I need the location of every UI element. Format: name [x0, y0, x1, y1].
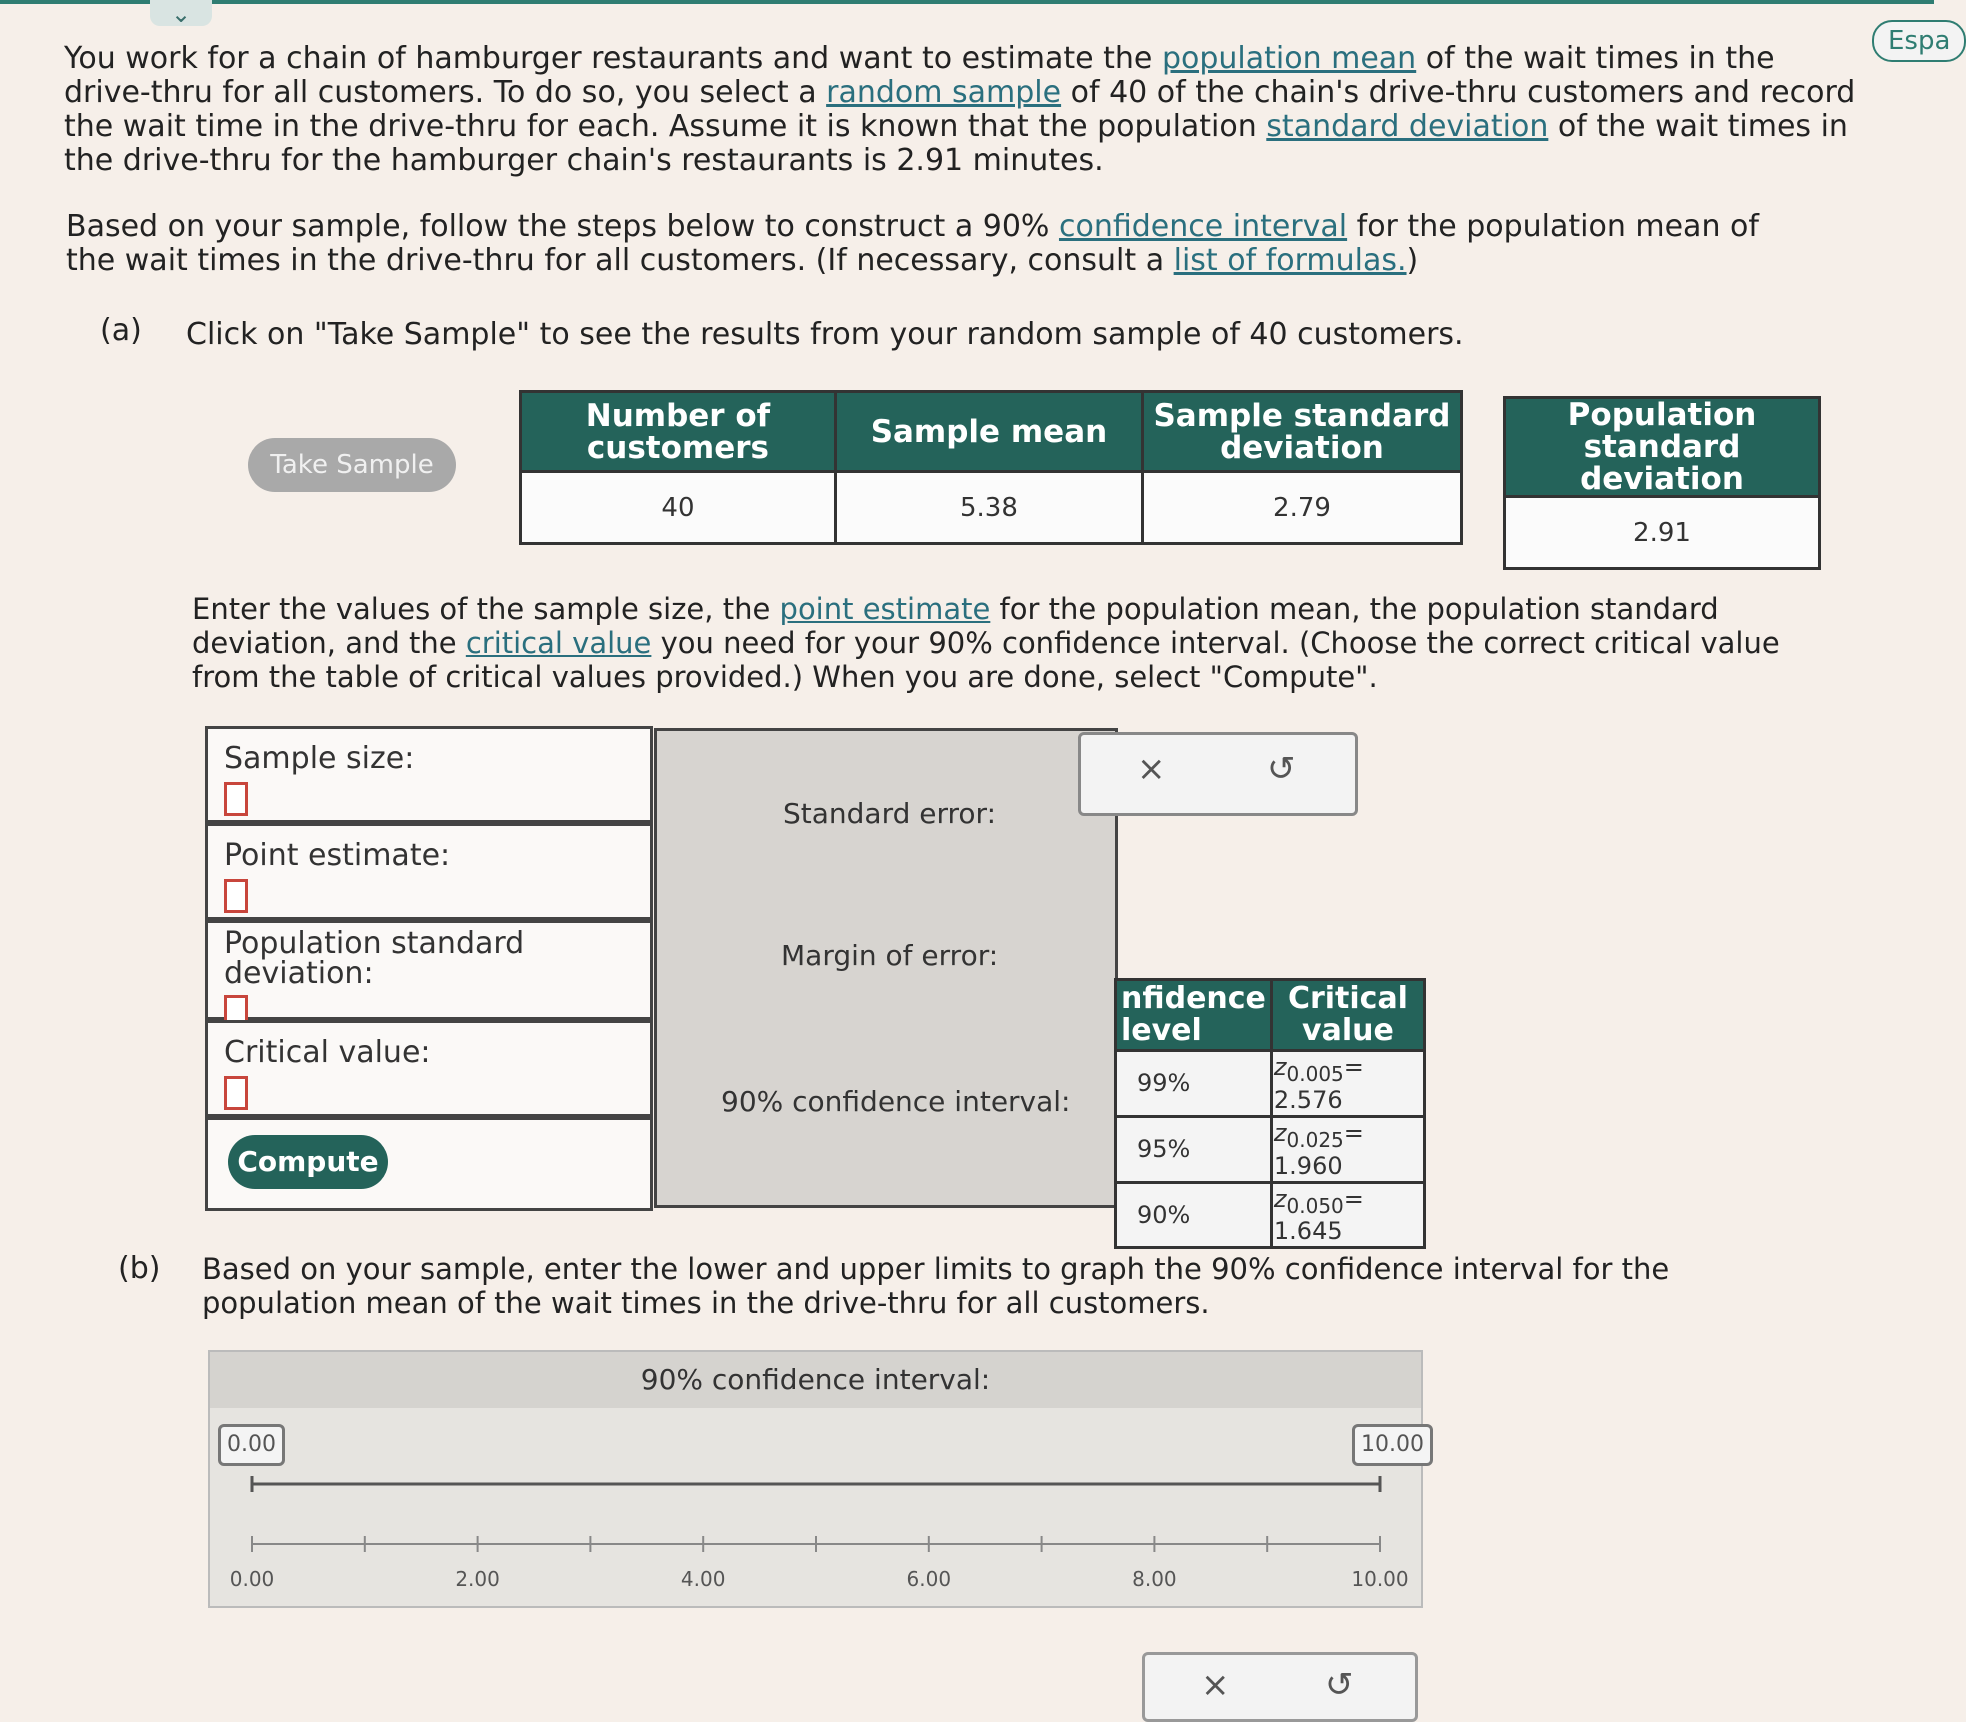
- header-sample-standard-deviation: Sample standard deviation: [1142, 392, 1461, 472]
- intro-text: of 40 of the chain's drive-thru customers and record the wait time in the drive-thru for each. Assume it is known that the population: [64, 75, 1856, 144]
- language-button[interactable]: Espa: [1872, 20, 1966, 62]
- lower-limit-input[interactable]: 0.00: [218, 1424, 285, 1466]
- undo-graph-icon[interactable]: ↺: [1325, 1665, 1354, 1705]
- point-estimate-label: Point estimate:: [224, 838, 451, 873]
- critical-row-99: [1116, 1051, 1425, 1117]
- confidence-interval-graph: [208, 1350, 1423, 1608]
- z-symbol: z: [1273, 1118, 1287, 1147]
- z-subscript: 0.025: [1286, 1127, 1344, 1152]
- undo-icon[interactable]: ↺: [1267, 749, 1296, 789]
- header-critical-value: Critical value: [1271, 980, 1424, 1051]
- margin-of-error-label: Margin of error:: [781, 939, 999, 972]
- tick-label: 4.00: [680, 1567, 726, 1591]
- answer-toolbar: [1078, 732, 1358, 816]
- link-random-sample[interactable]: random sample: [826, 75, 1062, 110]
- point-estimate-cell: [205, 823, 653, 920]
- sample-size-label: Sample size:: [224, 741, 415, 776]
- z-subscript: 0.005: [1286, 1061, 1344, 1086]
- graph-toolbar: [1142, 1652, 1418, 1722]
- sample-size-input[interactable]: [224, 782, 248, 816]
- enter-text: you need for your 90% confidence interval. (Choose the correct critical value from the table of critical values provided.) When you are done, select "Compute".: [192, 626, 1780, 694]
- critical-value-input[interactable]: [224, 1076, 248, 1110]
- link-point-estimate[interactable]: point estimate: [779, 592, 991, 626]
- population-sd-table: [1503, 396, 1821, 570]
- graph-title: 90% confidence interval:: [210, 1352, 1421, 1408]
- part-b-label: (b): [118, 1251, 161, 1286]
- value-population-standard-deviation: 2.91: [1505, 497, 1820, 569]
- header-confidence-level: nfidence level: [1116, 980, 1272, 1051]
- intro-text: You work for a chain of hamburger restaurants and want to estimate the: [64, 41, 1162, 76]
- z-value: = 1.645: [1273, 1184, 1364, 1246]
- z-subscript: 0.050: [1286, 1193, 1344, 1218]
- sample-results-table: [519, 390, 1463, 545]
- clear-graph-icon[interactable]: ×: [1201, 1665, 1230, 1705]
- sample-size-cell: [205, 726, 653, 823]
- value-sample-standard-deviation: 2.79: [1142, 472, 1461, 544]
- z-value: = 2.576: [1273, 1053, 1364, 1114]
- level-cell: 99%: [1116, 1051, 1272, 1117]
- problem-intro: [64, 42, 1864, 178]
- part-a-label: (a): [100, 313, 142, 348]
- top-accent-bar: [0, 0, 1934, 4]
- critical-value-cell: [1271, 1116, 1424, 1182]
- tick-label: 0.00: [229, 1567, 275, 1591]
- tick-label: 8.00: [1132, 1567, 1177, 1591]
- intro-text: of the wait times in the drive-thru for all customers. To do so, you select a: [64, 41, 1775, 110]
- link-confidence-interval[interactable]: confidence interval: [1058, 209, 1348, 244]
- critical-value-cell: [1271, 1182, 1424, 1248]
- header-population-standard-deviation: Population standard deviation: [1505, 398, 1820, 497]
- compute-button[interactable]: Compute: [228, 1135, 388, 1189]
- instructions: [66, 210, 1816, 278]
- enter-text: for the population mean, the population standard deviation, and the: [192, 592, 1719, 660]
- standard-error-label: Standard error:: [783, 797, 997, 830]
- z-value: = 1.960: [1273, 1118, 1364, 1180]
- enter-text: Enter the values of the sample size, the: [192, 592, 780, 626]
- value-sample-mean: 5.38: [835, 472, 1142, 544]
- critical-value-label: Critical value:: [224, 1035, 431, 1070]
- critical-values-table: [1114, 978, 1426, 1249]
- collapse-chevron-icon[interactable]: ⌄: [150, 0, 212, 26]
- enter-values-instructions: [192, 592, 1812, 694]
- link-list-of-formulas[interactable]: list of formulas.: [1173, 243, 1407, 278]
- critical-value-cell: [205, 1020, 653, 1117]
- level-cell: 95%: [1116, 1116, 1272, 1182]
- take-sample-button[interactable]: Take Sample: [248, 438, 456, 492]
- header-number-of-customers: Number of customers: [521, 392, 836, 472]
- critical-row-90: [1116, 1182, 1425, 1248]
- tick-label: 2.00: [455, 1567, 500, 1591]
- z-symbol: z: [1273, 1184, 1287, 1213]
- header-sample-mean: Sample mean: [835, 392, 1142, 472]
- upper-limit-input[interactable]: 10.00: [1352, 1424, 1433, 1466]
- z-symbol: z: [1273, 1053, 1287, 1081]
- critical-row-95: [1116, 1116, 1425, 1182]
- link-critical-value[interactable]: critical value: [465, 626, 652, 660]
- part-b-text: Based on your sample, enter the lower and upper limits to graph the 90% confidence interval for the population mean of the wait times in the drive-thru for all customers.: [202, 1252, 1670, 1320]
- confidence-interval-label: 90% confidence interval:: [721, 1085, 1071, 1118]
- value-number-of-customers: 40: [521, 472, 836, 544]
- clear-icon[interactable]: ×: [1137, 749, 1166, 789]
- point-estimate-input[interactable]: [224, 879, 248, 913]
- pop-sd-label: Population standard deviation:: [224, 926, 525, 991]
- tick-label: 10.00: [1351, 1567, 1409, 1591]
- part-a-text: Click on "Take Sample" to see the results from your random sample of 40 customers.: [186, 317, 1464, 352]
- link-standard-deviation[interactable]: standard deviation: [1266, 109, 1549, 144]
- instructions-text: ): [1406, 243, 1419, 278]
- level-cell: 90%: [1116, 1182, 1272, 1248]
- pop-sd-cell: [205, 920, 653, 1020]
- instructions-text: Based on your sample, follow the steps below to construct a 90%: [66, 209, 1059, 244]
- tick-label: 6.00: [906, 1567, 952, 1591]
- results-panel: [654, 728, 1118, 1208]
- intro-text: of the wait times in the drive-thru for the hamburger chain's restaurants is 2.91 minutes.: [64, 109, 1848, 178]
- instructions-text: for the population mean of the wait times in the drive-thru for all customers. (If necessary, consult a: [66, 209, 1759, 278]
- critical-value-cell: [1271, 1051, 1424, 1117]
- link-population-mean[interactable]: population mean: [1161, 41, 1417, 76]
- number-line: [210, 1352, 1421, 1606]
